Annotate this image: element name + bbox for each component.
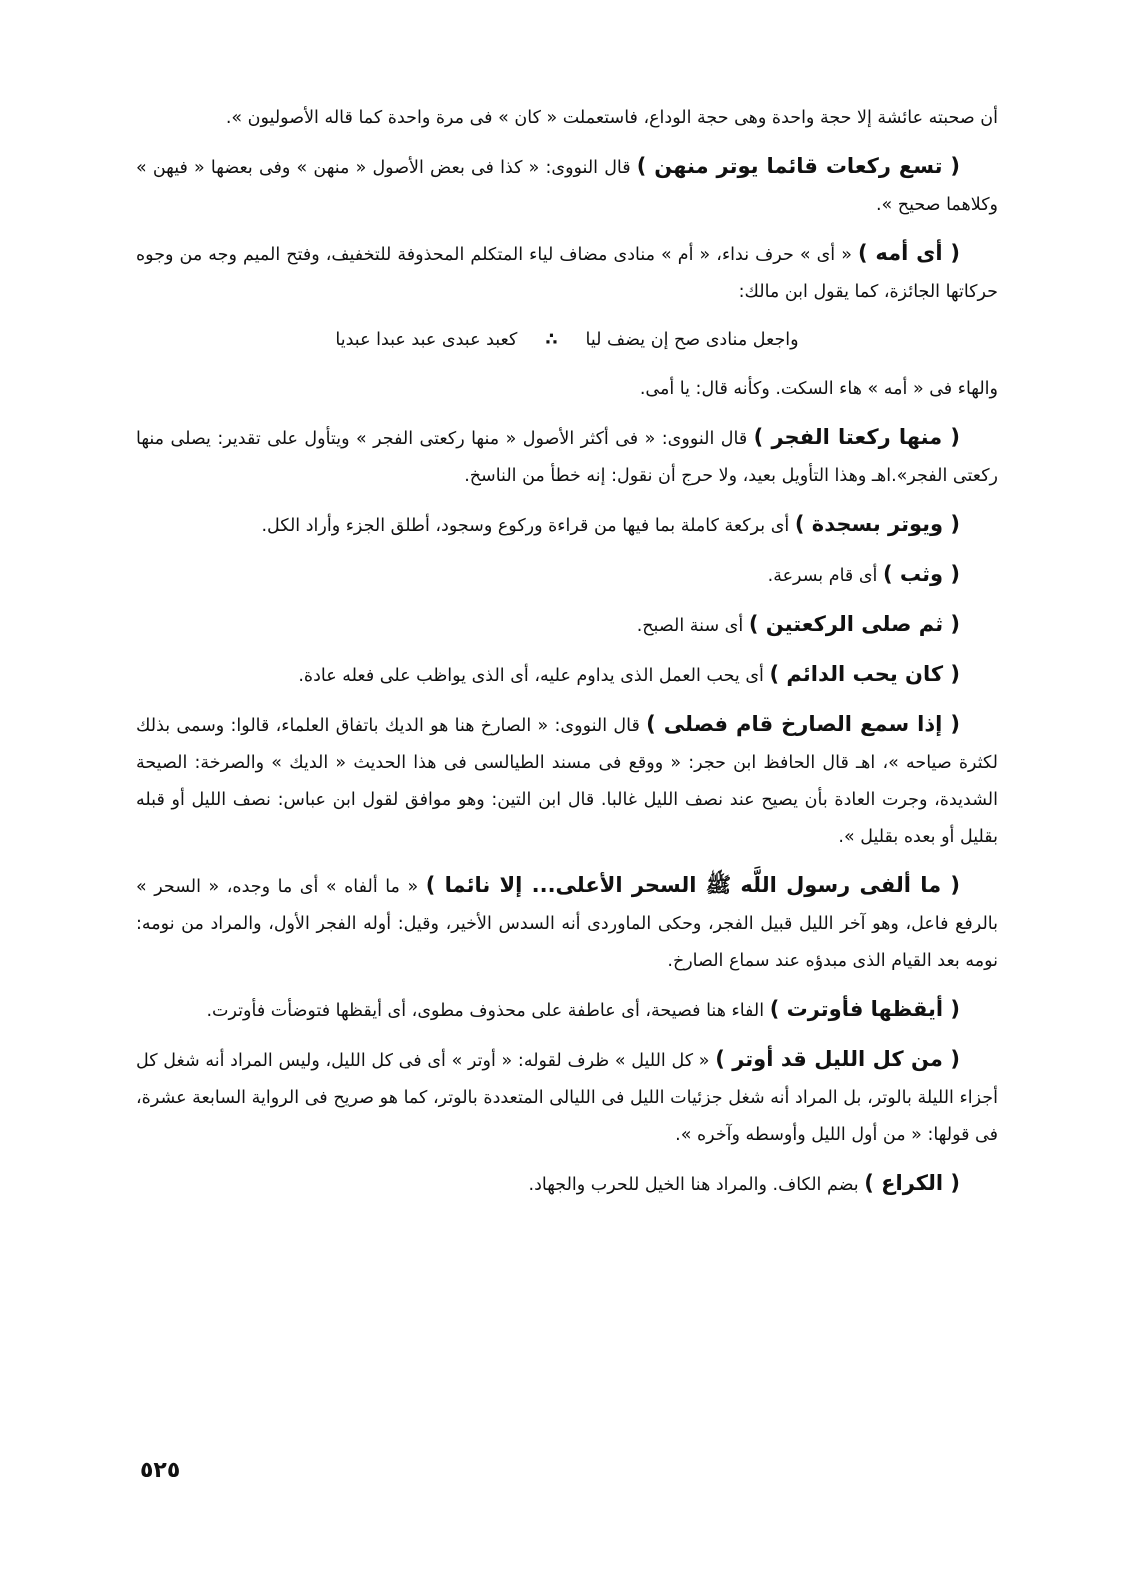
paragraph-kura: ( الكراع ) بضم الكاف. والمراد هنا الخيل للحرب والجهاد.	[528, 1171, 960, 1195]
paragraph-text: أى يحب العمل الذى يداوم عليه، أى الذى يواظب على فعله عادة.	[298, 666, 764, 686]
paragraph-yutir-bisajda: ( ويوتر بسجدة ) أى بركعة كاملة بما فيها من قراءة وركوع وسجود، أطلق الجزء وأراد الكل.	[261, 512, 960, 536]
paragraph-text: والهاء فى « أمه » هاء السكت. وكأنه قال: يا أمى.	[639, 379, 998, 399]
paragraph-text: « ما ألفاه » أى ما وجده، « السحر » بالرفع فاعل، وهو آخر الليل قبيل الفجر، وحكى الماوردى أنه السدس الأخير، وقيل: أوله الفجر الأول، والمراد من نومه: نومه بعد القيام الذى مبدؤه عند سماع الصارخ.	[136, 877, 998, 971]
paragraph-term: تسع ركعات قائما يوتر منهن	[654, 154, 943, 178]
paragraph-ay-ummah: ( أى أمه ) « أى » حرف نداء، « أم » منادى مضاف لياء المتكلم المحذوفة للتخفيف، وفتح الميم وجه من وجوه حركاتها الجائزة، كما يقول ابن مالك:	[136, 241, 998, 302]
paragraph-term: أيقظها فأوترت	[786, 997, 944, 1021]
paragraph-text: أى بركعة كاملة بما فيها من قراءة وركوع وسجود، أطلق الجزء وأراد الكل.	[261, 516, 790, 536]
poetry-verse	[136, 322, 998, 359]
paragraph-text: الفاء هنا فصيحة، أى عاطفة على محذوف مطوى، أى أيقظها فتوضأت فأوترت.	[206, 1001, 765, 1021]
paragraph-sarikh: ( إذا سمع الصارخ قام فصلى ) قال النووى: « الصارخ هنا هو الديك باتفاق العلماء، قالوا: وسمى بذلك لكثرة صياحه »، اهـ قال الحافظ ابن حجر: « ووقع فى مسند الطيالسى فى هذا الحديث « الديك » والصرخة: الصيحة الشديدة، وجرت العادة بأن يصيح عند نصف الليل غالبا. قال ابن التين: وهو موافق لقول ابن عباس: نصف الليل أو قبله بقليل أو بعده بقليل ».	[136, 712, 998, 847]
paragraph-term: الكراع	[881, 1171, 944, 1195]
paragraph-term: منها ركعتا الفجر	[771, 425, 943, 449]
paragraph-text: أى سنة الصبح.	[636, 616, 744, 636]
paragraph-kull-layl: ( من كل الليل قد أوتر ) « كل الليل » ظرف لقوله: « أوتر » أى فى كل الليل، وليس المراد أنه شغل كل أجزاء الليلة بالوتر، بل المراد أنه شغل جزئيات الليل فى الليالى المتعددة بالوتر، كما هو صريح فى الرواية السابعة عشرة، فى قولها: « من أول الليل وأوسطه وآخره ».	[136, 1047, 998, 1145]
paragraph-rakatayn: ( ثم صلى الركعتين ) أى سنة الصبح.	[636, 612, 960, 636]
verse-first-half: واجعل منادى صح إن يضف ليا	[585, 330, 799, 350]
paragraph-term: كان يحب الدائم	[786, 662, 944, 686]
paragraph-text: « أى » حرف نداء، « أم » منادى مضاف لياء المتكلم المحذوفة للتخفيف، وفتح الميم وجه من وجوه حركاتها الجائزة، كما يقول ابن مالك:	[136, 245, 998, 302]
paragraph-tis-rakaat: ( تسع ركعات قائما يوتر منهن ) قال النووى: « كذا فى بعض الأصول « منهن » وفى بعضها « فيهن » وكلاهما صحيح ».	[136, 154, 998, 215]
paragraph-wathaba: ( وثب ) أى قام بسرعة.	[767, 562, 960, 586]
paragraph-text: أى قام بسرعة.	[767, 566, 878, 586]
paragraph-haa-sakt	[136, 371, 998, 408]
paragraph-rakata-fajr: ( منها ركعتا الفجر ) قال النووى: « فى أكثر الأصول « منها ركعتى الفجر » ويتأول على تقدير: يصلى منها ركعتى الفجر».اهـ وهذا التأويل بعيد، ولا حرج أن نقول: إنه خطأ من الناسخ.	[136, 425, 998, 486]
paragraph-term: أى أمه	[875, 241, 943, 265]
paragraph-term: إذا سمع الصارخ قام فصلى	[663, 712, 943, 736]
verse-second-half: كعبد عبدى عبد عبدا عبديا	[335, 330, 518, 350]
paragraph-term: وثب	[899, 562, 944, 586]
paragraph-text: بضم الكاف. والمراد هنا الخيل للحرب والجهاد.	[528, 1175, 859, 1195]
paragraph-yuhibb-daim: ( كان يحب الدائم ) أى يحب العمل الذى يداوم عليه، أى الذى يواظب على فعله عادة.	[298, 662, 960, 686]
paragraph-ma-alfa: ( ما ألفى رسول اللَّه ﷺ السحر الأعلى... إلا نائما ) « ما ألفاه » أى ما وجده، « السحر » بالرفع فاعل، وهو آخر الليل قبيل الفجر، وحكى الماوردى أنه السدس الأخير، وقيل: أوله الفجر الأول، والمراد من نومه: نومه بعد القيام الذى مبدؤه عند سماع الصارخ.	[136, 873, 998, 971]
page-number: ٥٢٥	[140, 1458, 181, 1483]
paragraph-text: قال النووى: « الصارخ هنا هو الديك باتفاق العلماء، قالوا: وسمى بذلك لكثرة صياحه »، اهـ قال الحافظ ابن حجر: « ووقع فى مسند الطيالسى فى هذا الحديث « الديك » والصرخة: الصيحة الشديدة، وجرت العادة بأن يصيح عند نصف الليل غالبا. قال ابن التين: وهو موافق لقول ابن عباس: نصف الليل أو قبله بقليل أو بعده بقليل ».	[136, 716, 998, 847]
commentary-text	[136, 100, 998, 1215]
paragraph-continuation	[136, 100, 998, 137]
paragraph-text: قال النووى: « فى أكثر الأصول « منها ركعتى الفجر » ويتأول على تقدير: يصلى منها ركعتى الفجر».اهـ وهذا التأويل بعيد، ولا حرج أن نقول: إنه خطأ من الناسخ.	[136, 429, 998, 486]
paragraph-term: ثم صلى الركعتين	[765, 612, 944, 636]
paragraph-term: ويوتر بسجدة	[811, 512, 944, 536]
paragraph-ayqazaha: ( أيقظها فأوترت ) الفاء هنا فصيحة، أى عاطفة على محذوف مطوى، أى أيقظها فتوضأت فأوترت.	[206, 997, 960, 1021]
paragraph-text: أن صحبته عائشة إلا حجة واحدة وهى حجة الوداع، فاستعملت « كان » فى مرة واحدة كما قاله الأصوليون ».	[225, 108, 998, 128]
paragraph-text: قال النووى: « كذا فى بعض الأصول « منهن » وفى بعضها « فيهن » وكلاهما صحيح ».	[136, 158, 998, 215]
paragraph-term: من كل الليل قد أوتر	[732, 1047, 943, 1071]
verse-separator: ∴	[545, 330, 558, 350]
paragraph-term: ما ألفى رسول اللَّه ﷺ السحر الأعلى... إلا نائما	[444, 873, 942, 897]
paragraph-text: « كل الليل » ظرف لقوله: « أوتر » أى فى كل الليل، وليس المراد أنه شغل كل أجزاء الليلة بالوتر، بل المراد أنه شغل جزئيات الليل فى الليالى المتعددة بالوتر، كما هو صريح فى الرواية السابعة عشرة، فى قولها: « من أول الليل وأوسطه وآخره ».	[136, 1051, 998, 1145]
